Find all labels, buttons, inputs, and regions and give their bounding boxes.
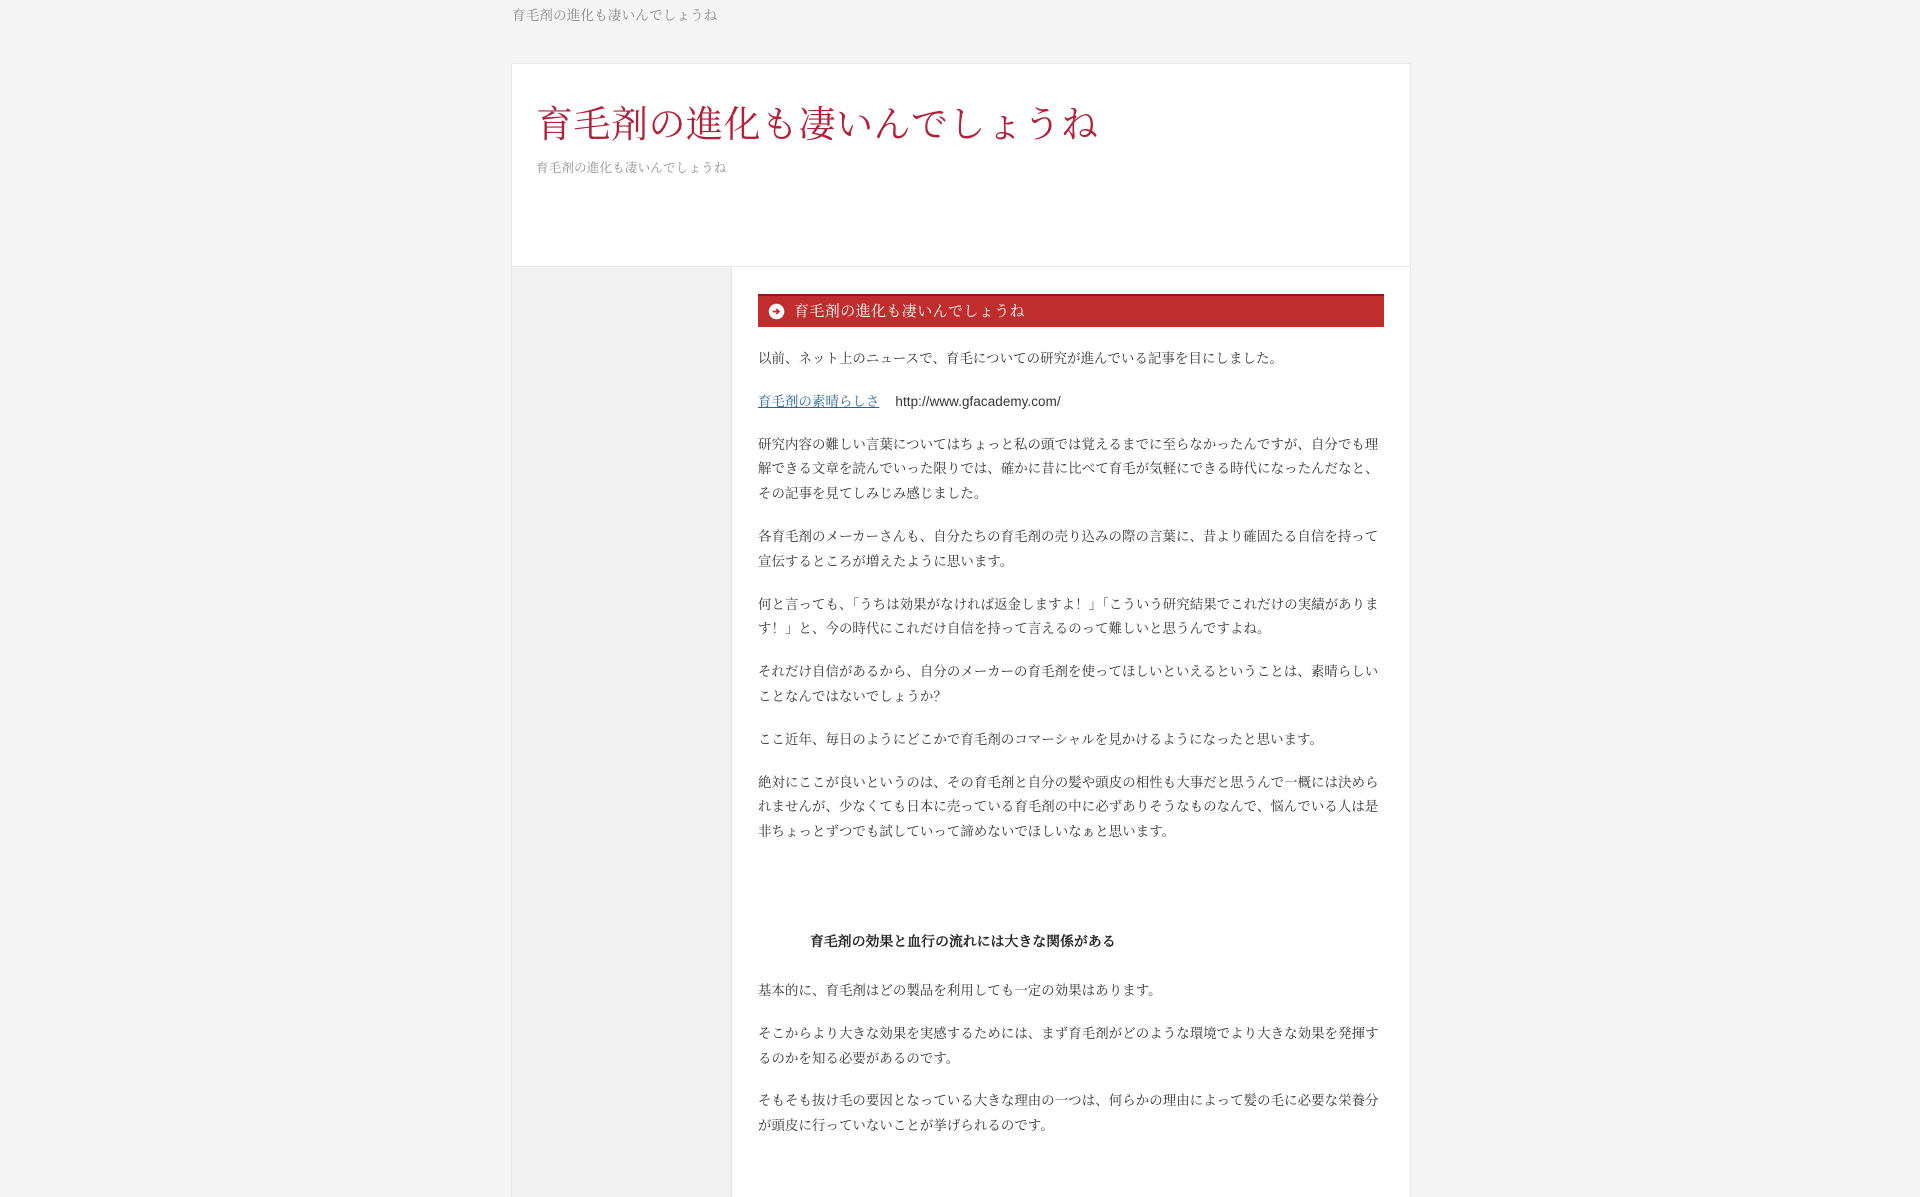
site-tagline: 育毛剤の進化も凄いんでしょうね bbox=[536, 161, 727, 176]
sidebar-inner bbox=[512, 267, 731, 299]
entry-title: 育毛剤の進化も凄いんでしょうね bbox=[794, 303, 1026, 320]
browser-top-strip bbox=[0, 0, 1920, 25]
paragraph: 研究内容の難しい言葉についてはちょっと私の頭では覚えるまでに至らなかったんですが、自分でも理解できる文章を読んでいった限りでは、確かに昔に比べて育毛が気軽にできる時代になったんだなと、その記事を見てしみじみ感じました。 bbox=[758, 436, 1379, 502]
site-header bbox=[512, 64, 1410, 267]
main-column bbox=[732, 267, 1410, 1197]
paragraph: ここ近年、毎日のようにどこかで育毛剤のコマーシャルを見かけるようになったと思います。 bbox=[758, 731, 1323, 747]
paragraph: 何と言っても、「うちは効果がなければ返金しますよ！」「こういう研究結果でこれだけの実績があります！」と、今の時代にこれだけ自信を持って言えるのって難しいと思うんですよね。 bbox=[758, 596, 1379, 637]
paragraph: そこからより大きな効果を実感するためには、まず育毛剤がどのような環境でより大きな効果を発揮するのかを知る必要があるのです。 bbox=[758, 1025, 1379, 1066]
external-link-row bbox=[758, 390, 1384, 415]
external-link-url: http://www.gfacademy.com/ bbox=[895, 393, 1061, 409]
site-title[interactable]: 育毛剤の進化も凄いんでしょうね bbox=[536, 104, 1099, 145]
entry-header-bar bbox=[758, 294, 1384, 327]
page-container bbox=[512, 64, 1410, 1197]
external-link[interactable]: 育毛剤の素晴らしさ bbox=[758, 393, 880, 409]
section-spacer bbox=[758, 863, 1384, 869]
paragraph: 各育毛剤のメーカーさんも、自分たちの育毛剤の売り込みの際の言葉に、昔より確固たる自信を持って宣伝するところが増えたように思います。 bbox=[758, 528, 1379, 569]
circle-arrow-right-icon bbox=[768, 303, 785, 320]
paragraph: 絶対にここが良いというのは、その育毛剤と自分の髪や頭皮の相性も大事だと思うんで一概には決められませんが、少なくても日本に売っている育毛剤の中に必ずありそうなものなんで、悩んでいる人は是非ちょっとずつでも試していって諦めないでほしいなぁと思います。 bbox=[758, 774, 1379, 840]
paragraph: そもそも抜け毛の要因となっている大きな理由の一つは、何らかの理由によって髪の毛に必要な栄養分が頭皮に行っていないことが挙げられるのです。 bbox=[758, 1093, 1379, 1134]
entry-body bbox=[758, 347, 1384, 1139]
paragraph: 以前、ネット上のニュースで、育毛についての研究が進んでいる記事を目にしました。 bbox=[758, 351, 1283, 366]
section-sub-heading: 育毛剤の効果と血行の流れには大きな関係がある bbox=[810, 933, 1116, 949]
content-row bbox=[512, 267, 1410, 1197]
paragraph: 基本的に、育毛剤はどの製品を利用しても一定の効果はあります。 bbox=[758, 983, 1162, 999]
document-title: 育毛剤の進化も凄いんでしょうね bbox=[512, 8, 718, 23]
sidebar bbox=[512, 267, 732, 1197]
paragraph: それだけ自信があるから、自分のメーカーの育毛剤を使ってほしいといえるということは、素晴らしいことなんではないでしょうか？ bbox=[758, 664, 1379, 704]
